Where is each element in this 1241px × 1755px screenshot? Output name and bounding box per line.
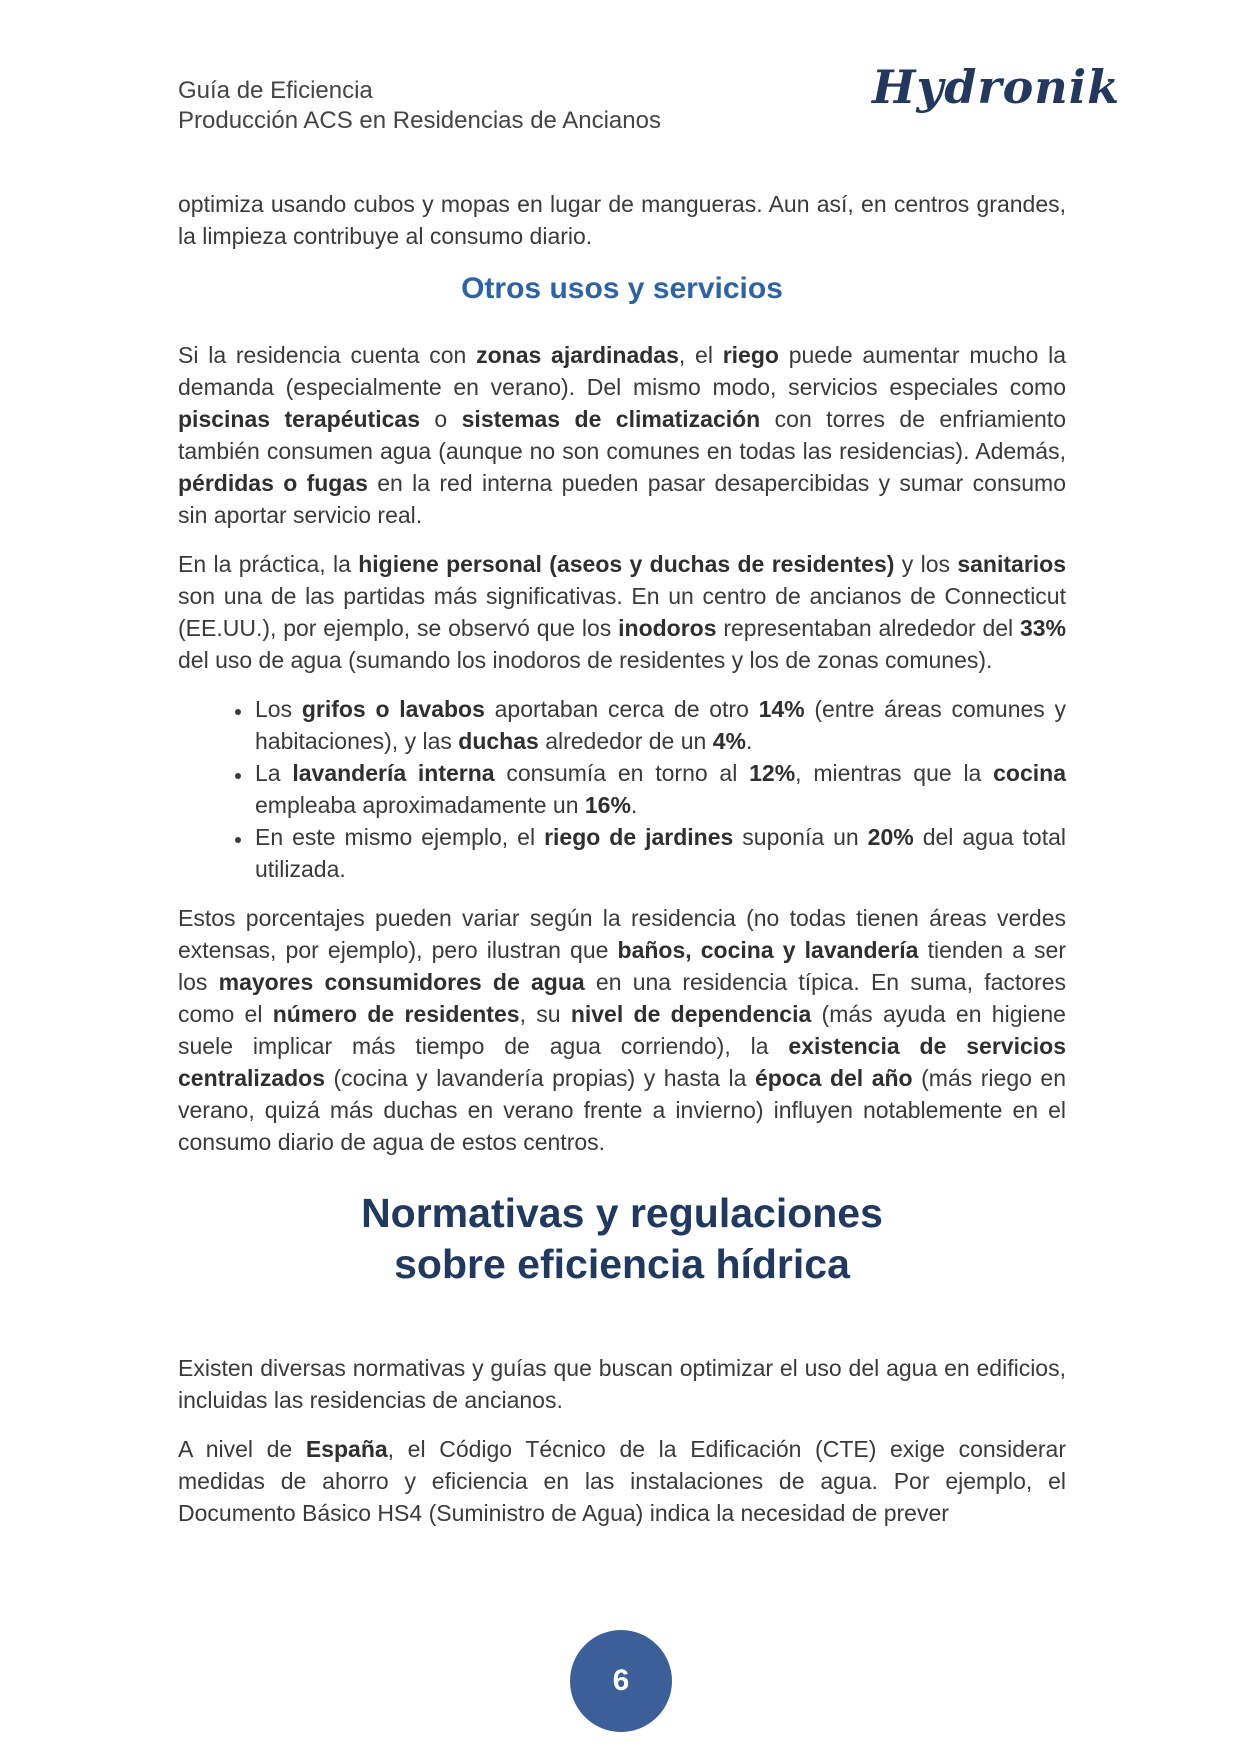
header-guide-title: Guía de Eficiencia — [178, 77, 373, 104]
usage-bullet-list — [178, 693, 1066, 885]
section-title-otros-usos: Otros usos y servicios — [461, 272, 783, 305]
paragraph-porcentajes: Estos porcentajes pueden variar según la residencia (no todas tienen áreas verdes extensas, por ejemplo), pero ilustran que baños, cocina y lavandería tienden a ser los mayores consumidores de agua en una residencia típica. En suma, factores como el número de residentes, su nivel de dependencia (más ayuda en higiene suele implicar más tiempo de agua corriendo), la existencia de servicios centralizados (cocina y lavandería propias) y hasta la época del año (más riego en verano, quizá más duchas en verano frente a invierno) influyen notablemente en el consumo diario de agua de estos centros. — [178, 905, 1067, 1155]
page-content — [178, 188, 1066, 1546]
list-item-riego: • En este mismo ejemplo, el riego de jardines suponía un 20% del agua total utilizada. — [253, 821, 1066, 885]
paragraph-normativas-intro: Existen diversas normativas y guías que buscan optimizar el uso del agua en edificios, incluidas las residencias de ancianos. — [178, 1355, 1066, 1413]
document-header — [178, 76, 661, 136]
paragraph-higiene-personal: En la práctica, la higiene personal (aseos y duchas de residentes) y los sanitarios son una de las partidas más significativas. En un centro de ancianos de Connecticut (EE.UU.), por ejemplo, se observó que los inodoros representaban alrededor del 33% del uso de agua (sumando los inodoros de residentes y los de zonas comunes). — [178, 551, 1066, 673]
section-title-line-2: sobre eficiencia hídrica — [394, 1241, 850, 1287]
list-item-grifos: • Los grifos o lavabos aportaban cerca de otro 14% (entre áreas comunes y habitaciones), y las duchas alrededor de un 4%. — [253, 693, 1066, 757]
intro-paragraph: optimiza usando cubos y mopas en lugar de mangueras. Aun así, en centros grandes, la limpieza contribuye al consumo diario. — [178, 191, 1066, 249]
hydronik-logo: Hydronik — [872, 60, 1121, 114]
section-title-normativas — [178, 1188, 1066, 1290]
section-title-line-1: Normativas y regulaciones — [361, 1190, 883, 1236]
list-item-lavanderia: • La lavandería interna consumía en torno al 12%, mientras que la cocina empleaba aproximadamente un 16%. — [253, 757, 1066, 821]
paragraph-zonas-ajardinadas: Si la residencia cuenta con zonas ajardinadas, el riego puede aumentar mucho la demanda (especialmente en verano). Del mismo modo, servicios especiales como piscinas terapéuticas o sistemas de climatización con torres de enfriamiento también consumen agua (aunque no son comunes en todas las residencias). Además, pérdidas o fugas en la red interna pueden pasar desapercibidas y sumar consumo sin aportar servicio real. — [178, 342, 1067, 528]
page-number-badge: 6 — [570, 1630, 672, 1732]
header-guide-subtitle: Producción ACS en Residencias de Ancianos — [178, 107, 661, 134]
paragraph-espana-cte: A nivel de España, el Código Técnico de la Edificación (CTE) exige considerar medidas de ahorro y eficiencia en las instalaciones de agua. Por ejemplo, el Documento Básico HS4 (Suministro de Agua) indica la necesidad de prever — [178, 1436, 1066, 1526]
